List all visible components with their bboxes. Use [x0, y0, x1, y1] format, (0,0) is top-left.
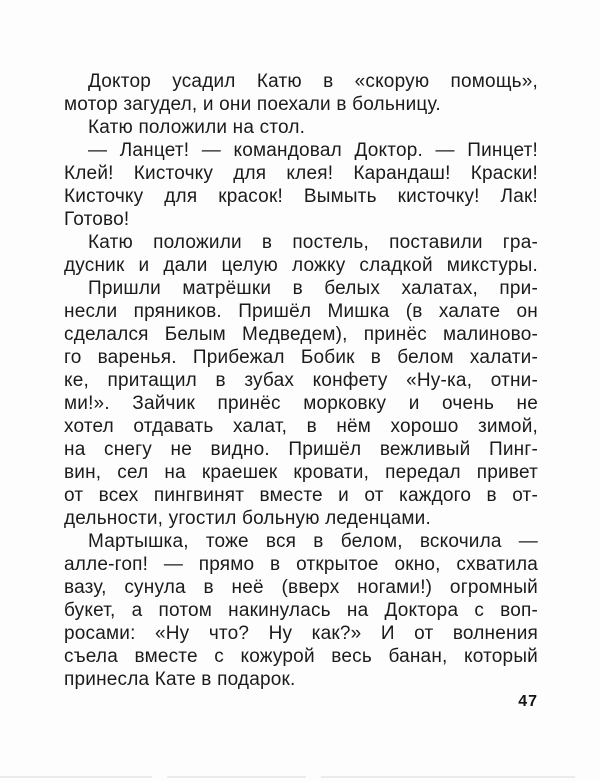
text-line: дельности, угостил больную леденцами. [64, 508, 431, 529]
text-line: го варенья. Прибежал Бобик в белом халати- [64, 347, 538, 368]
text-line: несли пряников. Пришёл Мишка (в халате он [64, 301, 538, 322]
text-line: вин, сел на краешек кровати, передал привет [64, 462, 538, 483]
text-line: Пришли матрёшки в белых халатах, при- [88, 278, 538, 299]
text-line: вазу, сунула в неё (вверх ногами!) огромный [64, 577, 538, 598]
paragraph [64, 70, 538, 116]
text-line: сделался Белым Медведем), принёс малиново- [64, 324, 538, 345]
text-line: Доктор усадил Катю в «скорую помощь», [88, 71, 538, 92]
paragraph [64, 139, 538, 231]
paragraph [64, 116, 538, 139]
scan-artifact-line [0, 776, 152, 778]
text-line: Катю положили на стол. [88, 117, 306, 138]
text-line: алле-гоп! — прямо в открытое окно, схватила [64, 554, 538, 575]
text-line: Мартышка, тоже вся в белом, вскочила — [88, 531, 538, 552]
text-line: ми!». Зайчик принёс морковку и очень не [64, 393, 538, 414]
text-line: хотел отдавать халат, в нём хорошо зимой, [64, 416, 538, 437]
scan-artifact-line [167, 776, 306, 778]
text-line: росами: «Ну что? Ну как?» И от волнения [64, 623, 538, 644]
text-line: Кисточку для красок! Вымыть кисточку! Лак! [64, 186, 538, 207]
page-number: 47 [518, 693, 538, 710]
text-line: — Ланцет! — командовал Доктор. — Пинцет! [88, 140, 538, 161]
text-line: дусник и дали целую ложку сладкой микстуры. [64, 255, 538, 276]
paragraph [64, 231, 538, 277]
text-line: букет, а потом накинулась на Доктора с воп- [64, 600, 538, 621]
text-line: принесла Кате в подарок. [64, 669, 296, 690]
text-line: Клей! Кисточку для клея! Карандаш! Краски! [64, 163, 538, 184]
text-line: Катю положили в постель, поставили гра- [88, 232, 538, 253]
text-line: съела вместе с кожурой весь банан, который [64, 646, 538, 667]
paragraph [64, 530, 538, 691]
paragraph [64, 277, 538, 530]
text-line: ке, притащил в зубах конфету «Ну-ка, отни- [64, 370, 538, 391]
text-line: на снегу не видно. Пришёл вежливый Пинг- [64, 439, 538, 460]
text-line: мотор загудел, и они поехали в больницу. [64, 94, 441, 115]
text-line: Готово! [64, 209, 130, 230]
story-text-block [64, 70, 538, 691]
scan-artifact-line [321, 776, 575, 778]
text-line: от всех пингвинят вместе и от каждого в от- [64, 485, 538, 506]
